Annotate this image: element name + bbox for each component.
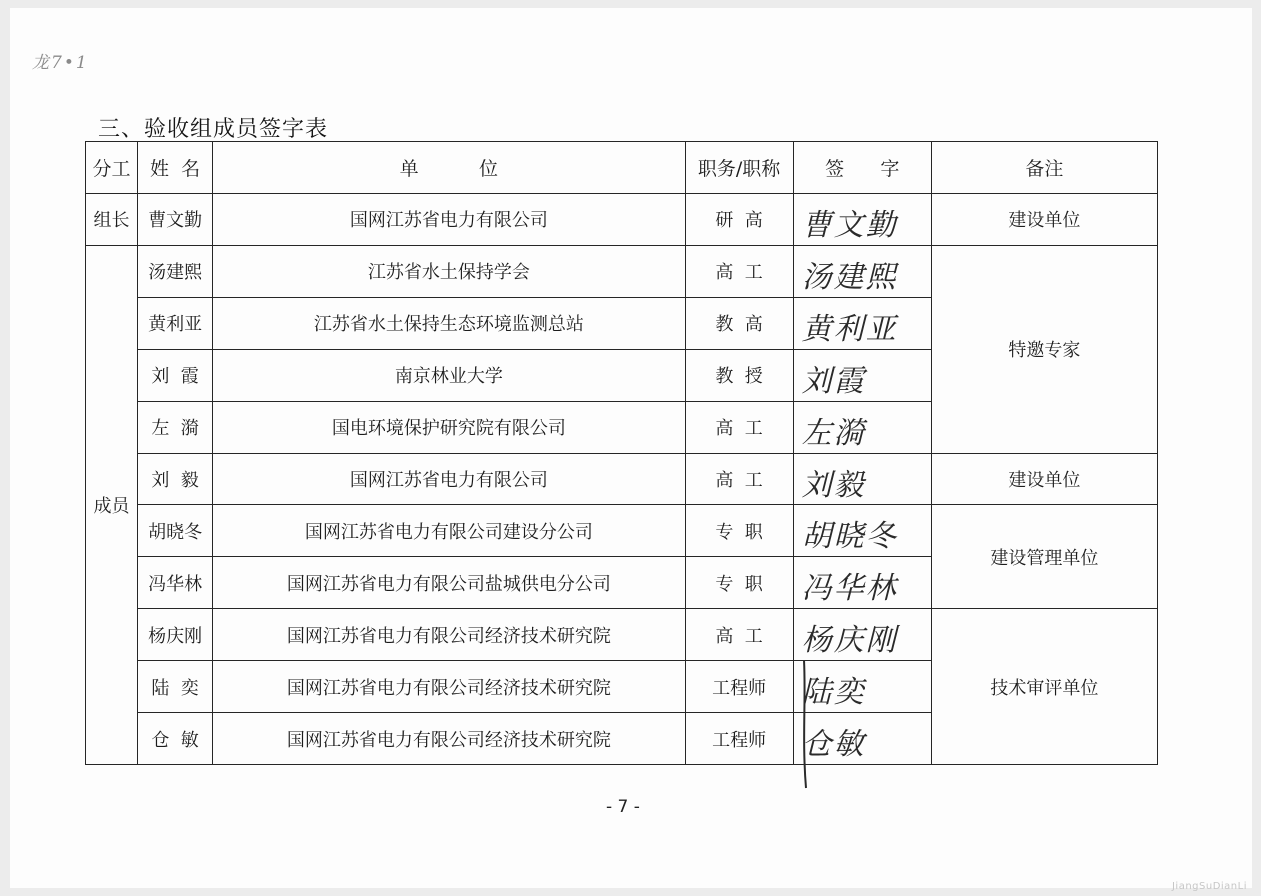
cell-unit: 南京林业大学 xyxy=(213,349,685,401)
table-row xyxy=(86,194,1158,246)
cell-signature xyxy=(793,609,931,661)
handwritten-signature: 左漪 xyxy=(801,415,866,451)
handwritten-signature: 冯华林 xyxy=(801,571,898,607)
table-body xyxy=(86,194,1158,765)
handwritten-corner-note: 龙7•1 xyxy=(32,53,89,73)
cell-signature xyxy=(793,557,931,609)
cell-title: 高 工 xyxy=(685,609,793,661)
cell-note: 特邀专家 xyxy=(931,245,1157,453)
header-sign: 签 字 xyxy=(793,142,931,194)
cell-signature xyxy=(793,401,931,453)
cell-signature xyxy=(793,661,931,713)
cell-title: 教 高 xyxy=(685,297,793,349)
cell-title: 高 工 xyxy=(685,453,793,505)
header-unit: 单 位 xyxy=(213,142,685,194)
cell-name: 曹文勤 xyxy=(138,194,213,246)
cell-unit: 国网江苏省电力有限公司 xyxy=(213,453,685,505)
handwritten-signature: 黄利亚 xyxy=(801,311,898,347)
watermark: JiangSuDianLi xyxy=(1171,881,1247,892)
handwritten-signature: 刘霞 xyxy=(801,363,866,399)
section-title: 三、验收组成员签字表 xyxy=(98,117,329,142)
cell-unit: 国网江苏省电力有限公司建设分公司 xyxy=(213,505,685,557)
table-row xyxy=(86,505,1158,557)
cell-unit: 国网江苏省电力有限公司经济技术研究院 xyxy=(213,609,685,661)
cell-name: 仓 敏 xyxy=(138,713,213,765)
header-note: 备注 xyxy=(931,142,1157,194)
cell-name: 陆 奕 xyxy=(138,661,213,713)
cell-name: 杨庆刚 xyxy=(138,609,213,661)
cell-title: 工程师 xyxy=(685,661,793,713)
signature-table xyxy=(85,141,1158,765)
handwritten-signature: 汤建熙 xyxy=(801,259,898,295)
cell-name: 胡晓冬 xyxy=(138,505,213,557)
cell-note: 建设单位 xyxy=(931,453,1157,505)
cell-name: 刘 霞 xyxy=(138,349,213,401)
handwritten-signature: 胡晓冬 xyxy=(801,519,898,555)
cell-unit: 国网江苏省电力有限公司 xyxy=(213,194,685,246)
cell-title: 工程师 xyxy=(685,713,793,765)
cell-signature xyxy=(793,297,931,349)
cell-unit: 国网江苏省电力有限公司经济技术研究院 xyxy=(213,661,685,713)
cell-note: 技术审评单位 xyxy=(931,609,1157,765)
table-row xyxy=(86,609,1158,661)
cell-name: 刘 毅 xyxy=(138,453,213,505)
handwritten-signature: 陆奕 xyxy=(801,675,866,711)
handwritten-signature: 曹文勤 xyxy=(801,208,898,243)
cell-signature xyxy=(793,194,931,246)
cell-name: 冯华林 xyxy=(138,557,213,609)
header-role: 分工 xyxy=(86,142,138,194)
cell-signature xyxy=(793,245,931,297)
page-number: - 7 - xyxy=(606,797,640,817)
cell-name: 汤建熙 xyxy=(138,245,213,297)
cell-signature xyxy=(793,505,931,557)
cell-signature xyxy=(793,453,931,505)
cell-title: 高 工 xyxy=(685,401,793,453)
cell-title: 专 职 xyxy=(685,505,793,557)
cell-title: 研 高 xyxy=(685,194,793,246)
cell-role: 成员 xyxy=(86,245,138,764)
cell-name: 黄利亚 xyxy=(138,297,213,349)
table-row xyxy=(86,245,1158,297)
cell-note: 建设管理单位 xyxy=(931,505,1157,609)
cell-signature xyxy=(793,349,931,401)
cell-title: 教 授 xyxy=(685,349,793,401)
header-name: 姓 名 xyxy=(138,142,213,194)
handwritten-signature: 杨庆刚 xyxy=(801,623,898,659)
cell-name: 左 漪 xyxy=(138,401,213,453)
cell-note: 建设单位 xyxy=(931,194,1157,246)
table-row xyxy=(86,453,1158,505)
cell-signature xyxy=(793,713,931,765)
cell-title: 专 职 xyxy=(685,557,793,609)
header-title: 职务/职称 xyxy=(685,142,793,194)
cell-unit: 江苏省水土保持生态环境监测总站 xyxy=(213,297,685,349)
cell-unit: 国电环境保护研究院有限公司 xyxy=(213,401,685,453)
handwritten-signature: 刘毅 xyxy=(801,467,866,503)
cell-unit: 国网江苏省电力有限公司经济技术研究院 xyxy=(213,713,685,765)
cell-role: 组长 xyxy=(86,194,138,246)
handwritten-signature: 仓敏 xyxy=(801,727,866,763)
cell-title: 高 工 xyxy=(685,245,793,297)
cell-unit: 国网江苏省电力有限公司盐城供电分公司 xyxy=(213,557,685,609)
cell-unit: 江苏省水土保持学会 xyxy=(213,245,685,297)
